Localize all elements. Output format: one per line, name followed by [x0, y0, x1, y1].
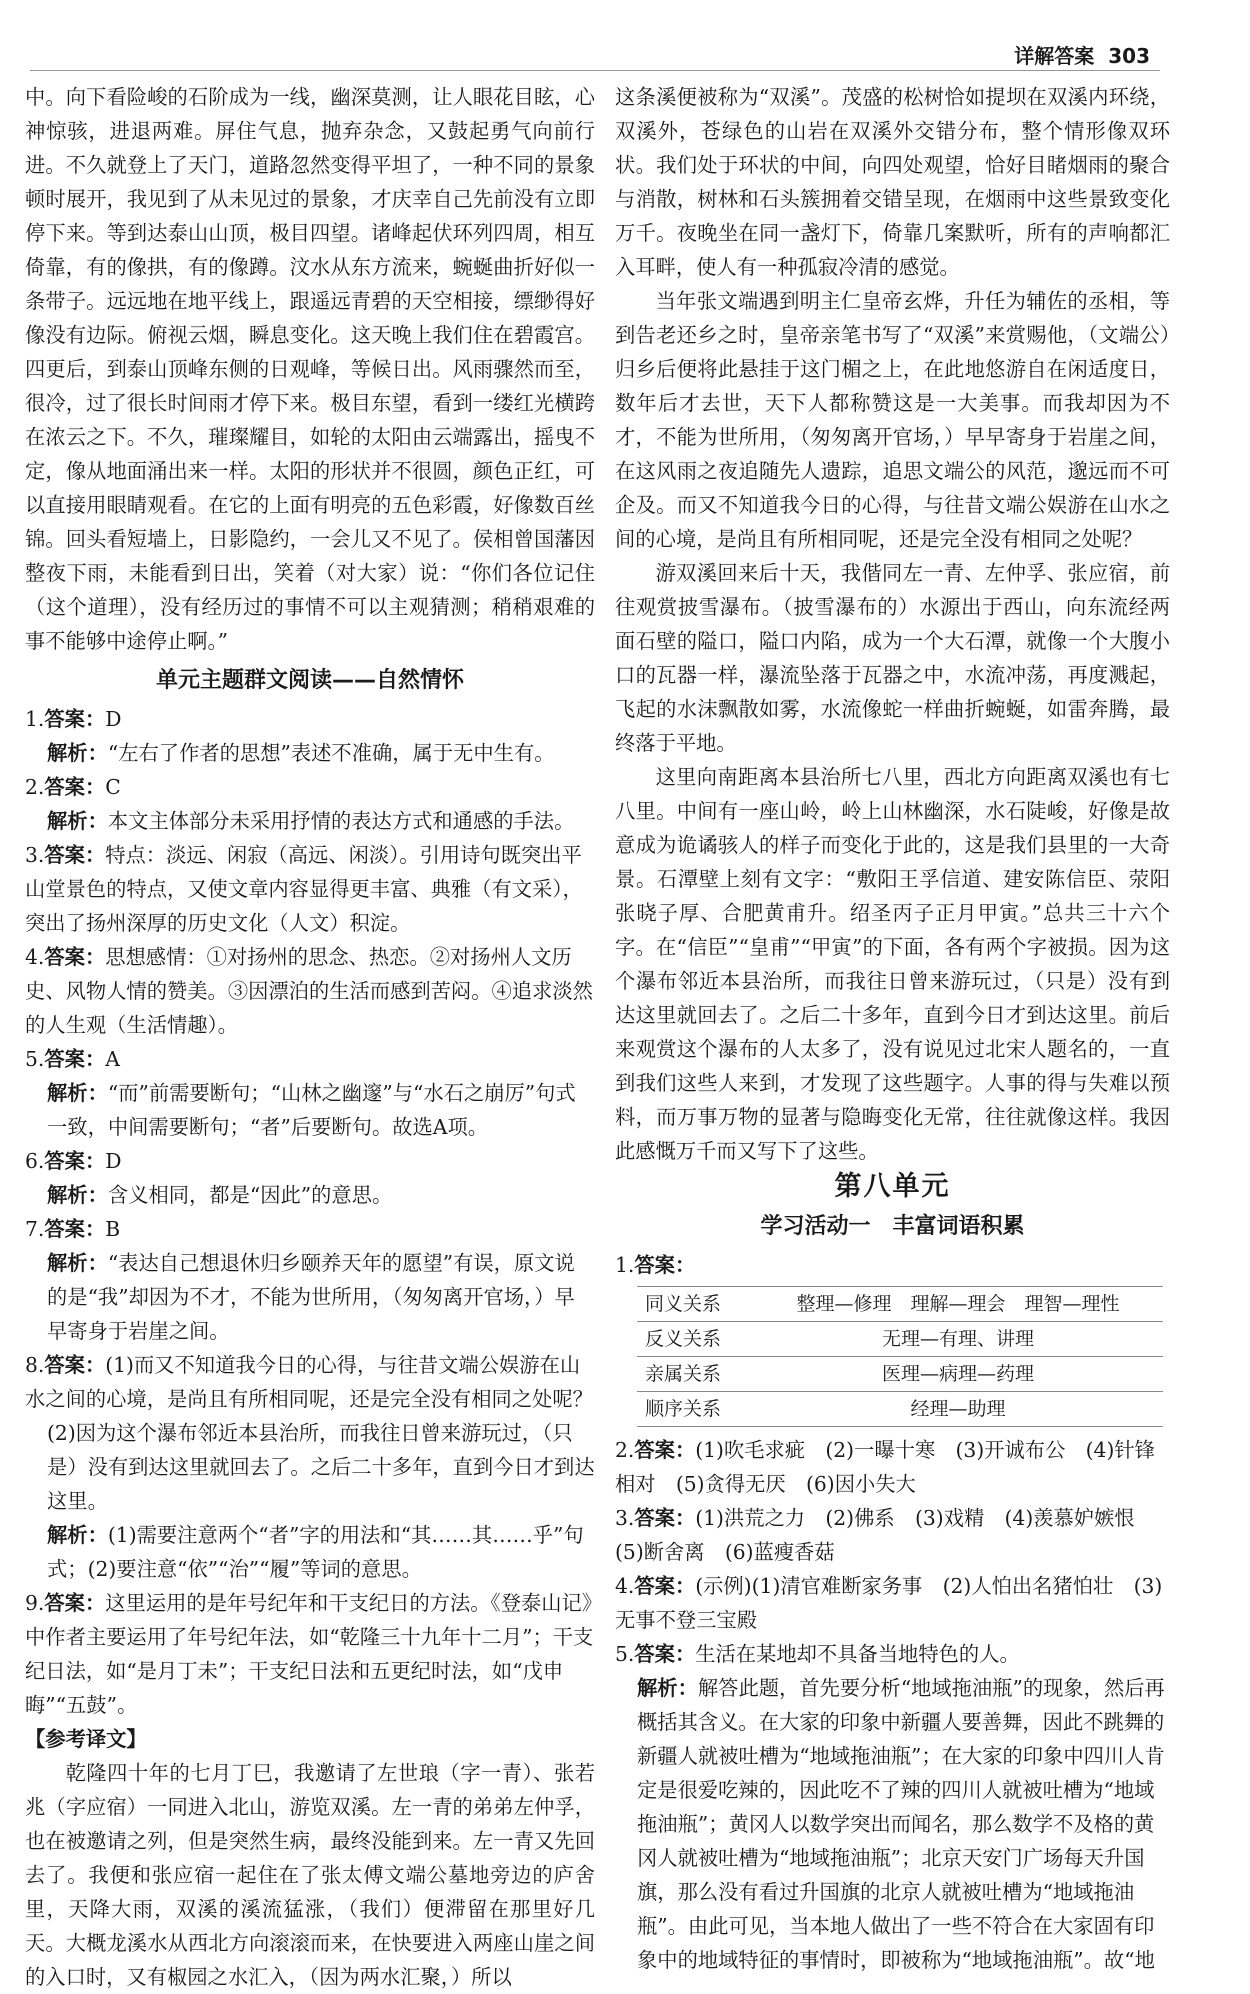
answer-item-5: 5.答案：A 解析：“而”前需要断句；“山林之幽邃”与“水石之崩厉”句式一致，中间需要断句；“者”后要断句。故选A项。 [25, 1047, 576, 1139]
answer-item-r1: 1.答案： 同义关系 整理—修理 理解—理会 理智—理性 反义关系 无理—有理、讲理 亲属关系 医理—病理—药理 顺序关系 经理—助理 [615, 1248, 1170, 1427]
activity-title: 学习活动一 丰富词语积累 [760, 1214, 1025, 1239]
answer-item-r4: 4.答案：(示例)(1)清官难断家务事 (2)人怕出名猪怕壮 (3)无事不登三宝殿 [615, 1574, 1163, 1632]
answer-item-r5: 5.答案：生活在某地却不具备当地特色的人。 解析：解答此题，首先要分析“地域拖油瓶”的现象，然后再概括其含义。在大家的印象中新疆人要善舞，因此不跳舞的新疆人就被吐槽为“地域拖油瓶”；在大家的印象中四川人肯定是很爱吃辣的，因此吃不了辣的四川人就被吐槽为“地域拖油瓶”；黄冈人以数学突出而闻名，那么数学不及格的黄冈人就被吐槽为“地域拖油瓶”；北京天安门广场每天升国旗，那么没有看过升国旗的北京人就被吐槽为“地域拖油瓶”。由此可见，当本地人做出了一些不符合在大家固有印象中的地域特征的事情时，即被称为“地域拖油瓶”。故“地 [615, 1642, 1165, 1972]
right-paragraph-1: 这条溪便被称为“双溪”。茂盛的松树恰如提坝在双溪内环绕，双溪外，苍绿色的山岩在双溪外交错分布，整个情形像双环状。我们处于环状的中间，向四处观望，恰好目睹烟雨的聚合与消散，树林和石头簇拥着交错呈现，在烟雨中这些景致变化万千。夜晚坐在同一盏灯下，倚靠几案默听，所有的声响都汇入耳畔，使人有一种孤寂冷清的感觉。 [615, 85, 1170, 279]
section-title: 单元主题群文阅读——自然情怀 [155, 668, 464, 693]
header-rule [30, 70, 1160, 71]
answer-item-r3: 3.答案：(1)洪荒之力 (2)佛系 (3)戏精 (4)羡慕妒嫉恨 (5)断舍离 (6)蓝瘦香菇 [615, 1506, 1155, 1564]
unit-title: 第八单元 [834, 1171, 951, 1202]
right-paragraph-2: 当年张文端遇到明主仁皇帝玄烨，升任为辅佐的丞相，等到告老还乡之时，皇帝亲笔书写了“双溪”来赏赐他，（文端公）归乡后便将此悬挂于这门楣之上，在此地悠游自在闲适度日，数年后才去世，天下人都称赞这是一大美事。而我却因为不才，不能为世所用，（匆匆离开官场，）早早寄身于岩崖之间，在这风雨之夜追随先人遗踪，追思文端公的风范，邈远而不可企及。而又不知道我今日的心得，与往昔文端公娱游在山水之间的心境，是尚且有所相同呢，还是完全没有相同之处呢？ [615, 289, 1170, 551]
answer-item-1: 1.答案：D 解析：“左右了作者的思想”表述不准确，属于无中生有。 [25, 707, 555, 765]
reference-translation-text: 乾隆四十年的七月丁巳，我邀请了左世琅（字一青）、张若兆（字应宿）一同进入北山，游览双溪。左一青的弟弟左仲孚，也在被邀请之列，但是突然生病，最终没能到来。左一青又先回去了。我便和张应宿一起住在了张太傅文端公墓地旁边的庐舍里，天降大雨，双溪的溪流猛涨，（我们）便滞留在那里好几天。大概龙溪水从西北方向滚滚而来，在快要进入两座山崖之间的入口时，又有椒园之水汇入，（因为两水汇聚，）所以 [25, 1761, 595, 1989]
reference-translation-label: 【参考译文】 [25, 1727, 147, 1751]
answer-item-7: 7.答案：B 解析：“表达自己想退休归乡颐养天年的愿望”有误，原文说的是“我”却因为不才，不能为世所用，（匆匆离开官场，）早早寄身于岩崖之间。 [25, 1217, 575, 1343]
translation-continuation: 中。向下看险峻的石阶成为一线，幽深莫测，让人眼花目眩，心神惊骇，进退两难。屏住气息，抛弃杂念，又鼓起勇气向前行进。不久就登上了天门，道路忽然变得平坦了，一种不同的景象顿时展开，我见到了从未见过的景象，才庆幸自己先前没有立即停下来。等到达泰山山顶，极目四望。诸峰起伏环列四周，相互倚靠，有的像拱，有的像蹲。汶水从东方流来，蜿蜒曲折好似一条带子。远远地在地平线上，跟遥远青碧的天空相接，缥缈得好像没有边际。俯视云烟，瞬息变化。这天晚上我们住在碧霞宫。四更后，到泰山顶峰东侧的日观峰，等候日出。风雨骤然而至，很冷，过了很长时间雨才停下来。极目东望，看到一缕红光横跨在浓云之下。不久，璀璨耀目，如轮的太阳由云端露出，摇曳不定，像从地面涌出来一样。太阳的形状并不很圆，颜色正红，可以直接用眼睛观看。在它的上面有明亮的五色彩霞，好像数百丝锦。回头看短墙上，日影隐约，一会儿又不见了。侯相曾国藩因整夜下雨，未能看到日出，笑着（对大家）说：“你们各位记住（这个道理），没有经历过的事情不可以主观猜测；稍稍艰难的事不能够中途停止啊。” [25, 85, 595, 653]
table-row: 反义关系 无理—有理、讲理 [637, 1322, 1163, 1357]
page-header [1014, 40, 1150, 69]
answer-item-4: 4.答案：思想感情：①对扬州的思念、热恋。②对扬州人文历史、风物人情的赞美。③因漂泊的生活而感到苦闷。④追求淡然的人生观（生活情趣）。 [25, 945, 593, 1037]
page-number: 303 [1108, 44, 1150, 68]
table-row: 亲属关系 医理—病理—药理 [637, 1357, 1163, 1392]
table-row: 同义关系 整理—修理 理解—理会 理智—理性 [637, 1287, 1163, 1322]
right-paragraph-3: 游双溪回来后十天，我偕同左一青、左仲孚、张应宿，前往观赏披雪瀑布。（披雪瀑布的）水源出于西山，向东流经两面石壁的隘口，隘口内陷，成为一个大石潭，就像一个大腹小口的瓦器一样，瀑流坠落于瓦器之中，水流冲荡，再度溅起，飞起的水沫飘散如雾，水流像蛇一样曲折蜿蜒，如雷奔腾，最终落于平地。 [615, 561, 1170, 755]
right-column [615, 80, 1170, 1977]
answer-item-6: 6.答案：D 解析：含义相同，都是“因此”的意思。 [25, 1149, 393, 1207]
answer-item-8: 8.答案：(1)而又不知道我今日的心得，与往昔文端公娱游在山水之间的心境，是尚且有所相同呢，还是完全没有相同之处呢？ (2)因为这个瀑布邻近本县治所，而我往日曾来游玩过，（只是）没有到达这里就回去了。之后二十多年，直到今日才到达这里。 解析：(1)需要注意两个“者”字的用法和“其……其……乎”句式；(2)要注意“依”“治”“履”等词的意思。 [25, 1353, 595, 1581]
word-relation-table [637, 1286, 1163, 1427]
left-column [25, 80, 595, 1994]
right-paragraph-4: 这里向南距离本县治所七八里，西北方向距离双溪也有七八里。中间有一座山岭，岭上山林幽深，水石陡峻，好像是故意成为诡谲骇人的样子而变化于此的，这是我们县里的一大奇景。石潭壁上刻有文字：“敷阳王孚信道、建安陈信臣、荥阳张晓子厚、合肥黄甫升。绍圣丙子正月甲寅。”总共三十六个字。在“信臣”“皇甫”“甲寅”的下面，各有两个字被损。因为这个瀑布邻近本县治所，而我往日曾来游玩过，（只是）没有到达这里就回去了。之后二十多年，直到今日才到达这里。前后来观赏这个瀑布的人太多了，没有说见过北宋人题名的，一直到我们这些人来到，才发现了这些题字。人事的得与失难以预料，而万事万物的显著与隐晦变化无常，往往就像这样。我因此感慨万千而又写下了这些。 [615, 765, 1170, 1163]
answer-item-r2: 2.答案：(1)吹毛求疵 (2)一曝十寒 (3)开诚布公 (4)针锋相对 (5)贪得无厌 (6)因小失大 [615, 1438, 1155, 1496]
answer-item-2: 2.答案：C 解析：本文主体部分未采用抒情的表达方式和通感的手法。 [25, 775, 575, 833]
table-row: 顺序关系 经理—助理 [637, 1392, 1163, 1427]
answer-item-3: 3.答案：特点：淡远、闲寂（高远、闲淡）。引用诗句既突出平山堂景色的特点，又使文章内容显得更丰富、典雅（有文采），突出了扬州深厚的历史文化（人文）积淀。 [25, 843, 583, 935]
header-title: 详解答案 [1014, 44, 1095, 68]
answer-item-9: 9.答案：这里运用的是年号纪年和干支纪日的方法。《登泰山记》中作者主要运用了年号纪年法，如“乾隆三十九年十二月”；干支纪日法，如“是月丁未”；干支纪日法和五更纪时法，如“戊申晦”“五鼓”。 [25, 1591, 594, 1717]
